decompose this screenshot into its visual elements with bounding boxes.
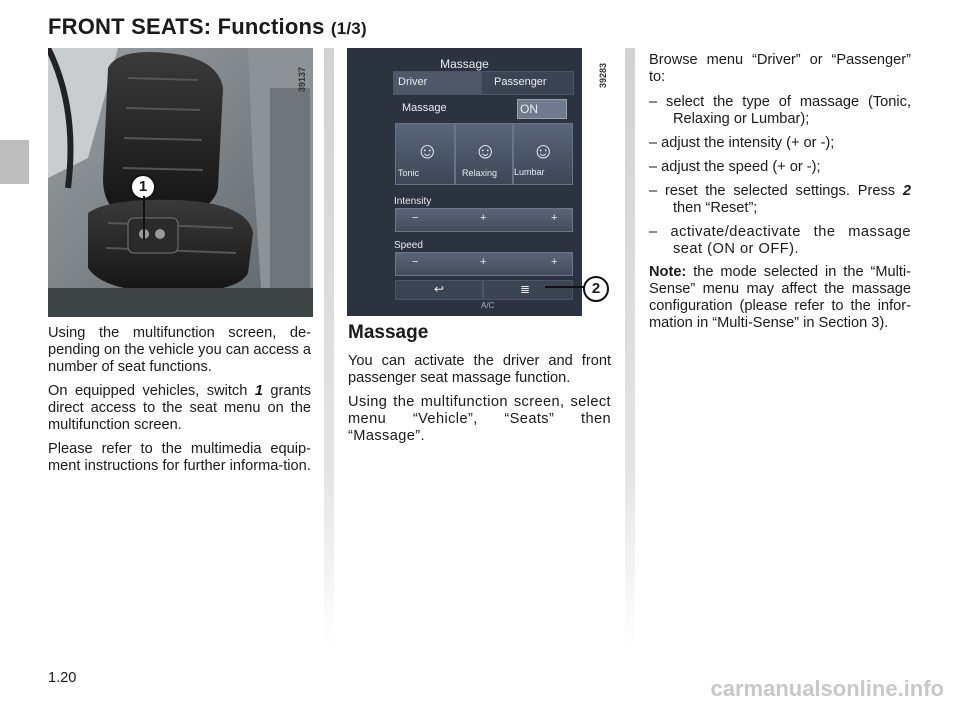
speed-plus-button[interactable]: + — [551, 256, 558, 268]
callout-2: 2 — [583, 276, 609, 302]
mode-relaxing[interactable]: ☺ Relaxing — [455, 123, 513, 185]
mode-lumbar[interactable]: ☺ Lumbar — [513, 123, 573, 185]
instruction-list — [649, 94, 911, 258]
callout-2-leader — [545, 282, 585, 292]
refer-paragraph: Please refer to the multimedia equip-ment instructions for further informa-tion. — [48, 441, 311, 474]
intensity-label: Intensity — [394, 196, 432, 207]
watermark: carmanualsonline.info — [710, 676, 944, 701]
intensity-level: + — [480, 212, 487, 224]
callout-1-leader — [140, 196, 150, 240]
list-item: – activate/deactivate the massage seat (ON or OFF). — [649, 224, 911, 257]
speed-label: Speed — [394, 240, 423, 251]
massage-paragraph-1: You can activate the driver and front passenger seat massage function. — [348, 353, 611, 386]
left-column-text — [48, 325, 311, 475]
seat-photo — [48, 48, 313, 317]
switch-paragraph: On equipped vehicles, switch 1 grants direct access to the seat menu on the multifunction screen. — [48, 383, 311, 433]
note-label: Note: — [649, 264, 687, 280]
callout-1: 1 — [130, 174, 156, 200]
massage-screen — [347, 48, 582, 316]
massage-label: Massage — [402, 102, 447, 114]
section-tab — [0, 140, 29, 184]
relaxing-icon: ☺ — [474, 138, 497, 163]
massage-paragraph-2: Using the multifunction screen, select menu “Vehicle”, “Seats” then “Massage”. — [348, 394, 611, 444]
list-item: – select the type of massage (Tonic, Relaxing or Lumbar); — [649, 94, 911, 127]
screen-title: Massage — [440, 57, 489, 71]
speed-minus-button[interactable]: − — [412, 256, 419, 268]
middle-column-text — [348, 322, 611, 445]
switch-ref: 1 — [254, 383, 263, 399]
menu-icon: ≣ — [520, 282, 531, 296]
intensity-plus-button[interactable]: + — [551, 212, 558, 224]
list-item: – adjust the intensity (+ or -); — [649, 135, 835, 151]
massage-toggle[interactable]: ON — [517, 99, 567, 119]
intro-paragraph: Using the multifunction screen, de-pending on the vehicle you can access a number of seat functions. — [48, 325, 311, 375]
list-item: – adjust the speed (+ or -); — [649, 159, 821, 175]
intensity-minus-button[interactable]: − — [412, 212, 419, 224]
reset-ref: 2 — [902, 183, 911, 199]
column-divider — [324, 48, 334, 648]
browse-intro: Browse menu “Driver” or “Passenger” to: — [649, 52, 911, 85]
title-main: FRONT SEATS: Functions — [48, 14, 325, 39]
photo-ref-code: 39137 — [297, 66, 307, 92]
intensity-bar[interactable] — [395, 208, 573, 232]
ac-label: A/C — [481, 301, 495, 310]
back-icon: ↩ — [434, 282, 445, 296]
page-number: 1.20 — [48, 670, 77, 686]
tonic-icon: ☺ — [416, 138, 439, 163]
tab-driver[interactable]: Driver — [393, 71, 481, 95]
back-button[interactable] — [395, 280, 483, 300]
note-paragraph: Note: the mode selected in the “Multi-Sense” menu may affect the massage configuration (please refer to the infor-mation in “Multi-Sense” in Section 3). — [649, 264, 911, 331]
page-title — [48, 14, 367, 40]
tab-passenger[interactable]: Passenger — [481, 71, 574, 95]
speed-level: + — [480, 256, 487, 268]
title-part: (1/3) — [330, 19, 367, 38]
section-heading: Massage — [348, 322, 429, 343]
screen-ref-code: 39283 — [598, 62, 608, 88]
speed-bar[interactable] — [395, 252, 573, 276]
column-divider — [625, 48, 635, 648]
right-column-text — [649, 52, 911, 332]
mode-tonic[interactable]: ☺ Tonic — [395, 123, 455, 185]
lumbar-icon: ☺ — [532, 138, 555, 163]
list-item: – reset the selected settings. Press 2 then “Reset”; — [649, 183, 911, 216]
